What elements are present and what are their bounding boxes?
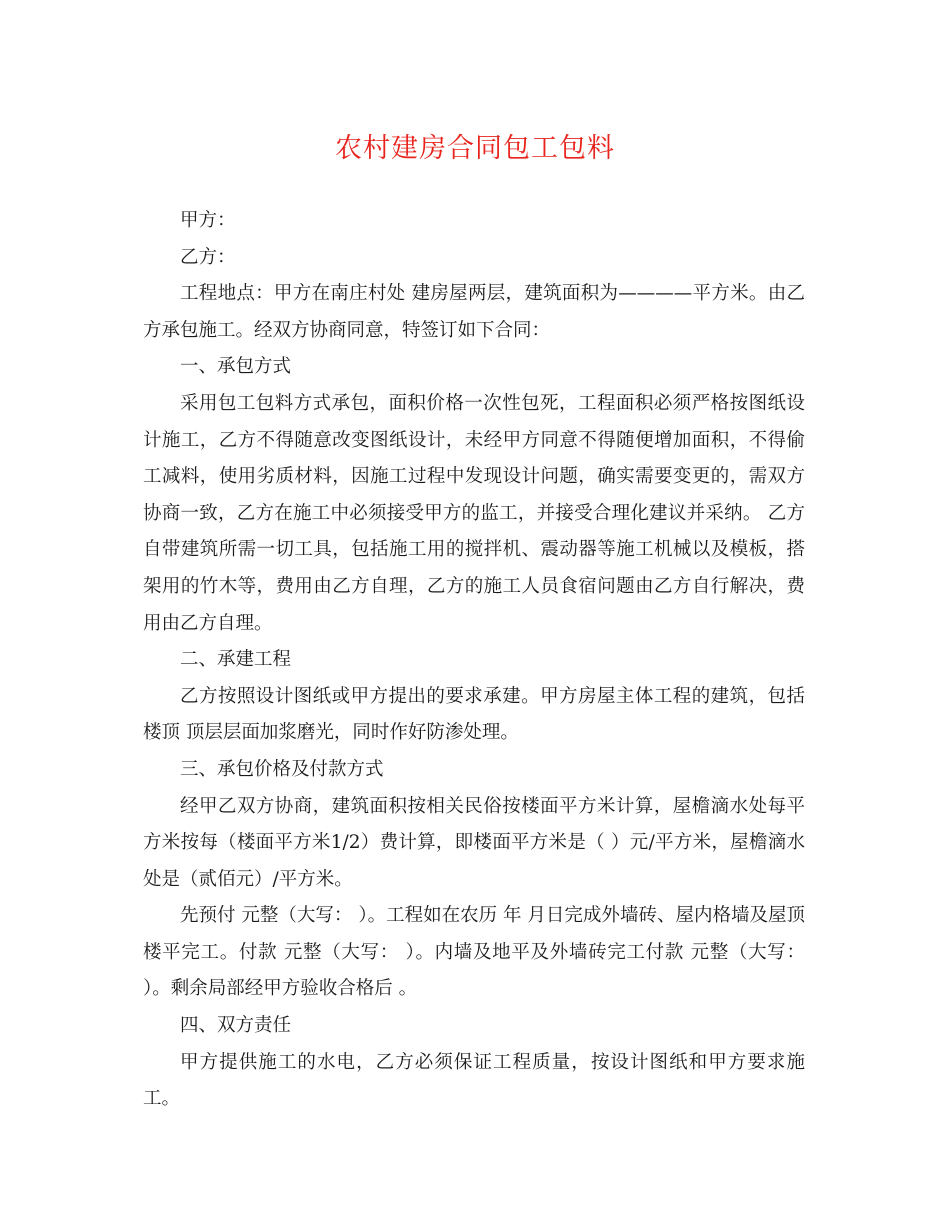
contract-method-paragraph: 采用包工包料方式承包，面积价格一次性包死，工程面积必须严格按图纸设计施工，乙方不得随意改变图纸设计，未经甲方同意不得随便增加面积，不得偷工减料，使用劣质材料，因施工过程中发现设计问题，确实需要变更的，需双方协商一致，乙方在施工中必须接受甲方的监工，并接受合理化建议并采纳。 乙方自带建筑所需一切工具，包括施工用的搅拌机、震动器等施工机械以及模板，搭架用的竹木等，费用由乙方自理，乙方的施工人员食宿问题由乙方自行解决，费用由乙方自理。 <box>143 392 805 634</box>
section-heading-responsibilities: 四、双方责任 <box>180 1015 292 1037</box>
document-body <box>143 203 805 1118</box>
responsibilities-paragraph: 甲方提供施工的水电，乙方必须保证工程质量，按设计图纸和甲方要求施工。 <box>143 1051 805 1110</box>
party-a-line: 甲方： <box>180 210 236 231</box>
payment-schedule-paragraph: 先预付 元整（大写： ）。工程如在农历 年 月日完成外墙砖、屋内格墙及屋顶楼平完工。付款 元整（大写： ）。内墙及地平及外墙砖完工付款 元整（大写： ）。剩余局部经甲方验收合格后 。 <box>143 905 805 1000</box>
price-paragraph: 经甲乙双方协商，建筑面积按相关民俗按楼面平方米计算，屋檐滴水处每平方米按每（楼面平方米1/2）费计算，即楼面平方米是（ ）元/平方米，屋檐滴水处是（贰佰元）/平方米。 <box>143 795 805 890</box>
section-heading-price-payment: 三、承包价格及付款方式 <box>180 758 384 780</box>
section-heading-contract-method: 一、承包方式 <box>180 356 292 378</box>
project-location-paragraph: 工程地点：甲方在南庄村处 建房屋两层，建筑面积为————平方米。由乙方承包施工。经双方协商同意，特签订如下合同： <box>143 283 805 341</box>
construction-scope-paragraph: 乙方按照设计图纸或甲方提出的要求承建。甲方房屋主体工程的建筑，包括楼顶 顶层层面加浆磨光，同时作好防渗处理。 <box>143 685 805 744</box>
section-heading-construction-scope: 二、承建工程 <box>180 649 292 671</box>
party-b-line: 乙方： <box>180 246 236 268</box>
document-title: 农村建房合同包工包料 <box>335 133 615 164</box>
